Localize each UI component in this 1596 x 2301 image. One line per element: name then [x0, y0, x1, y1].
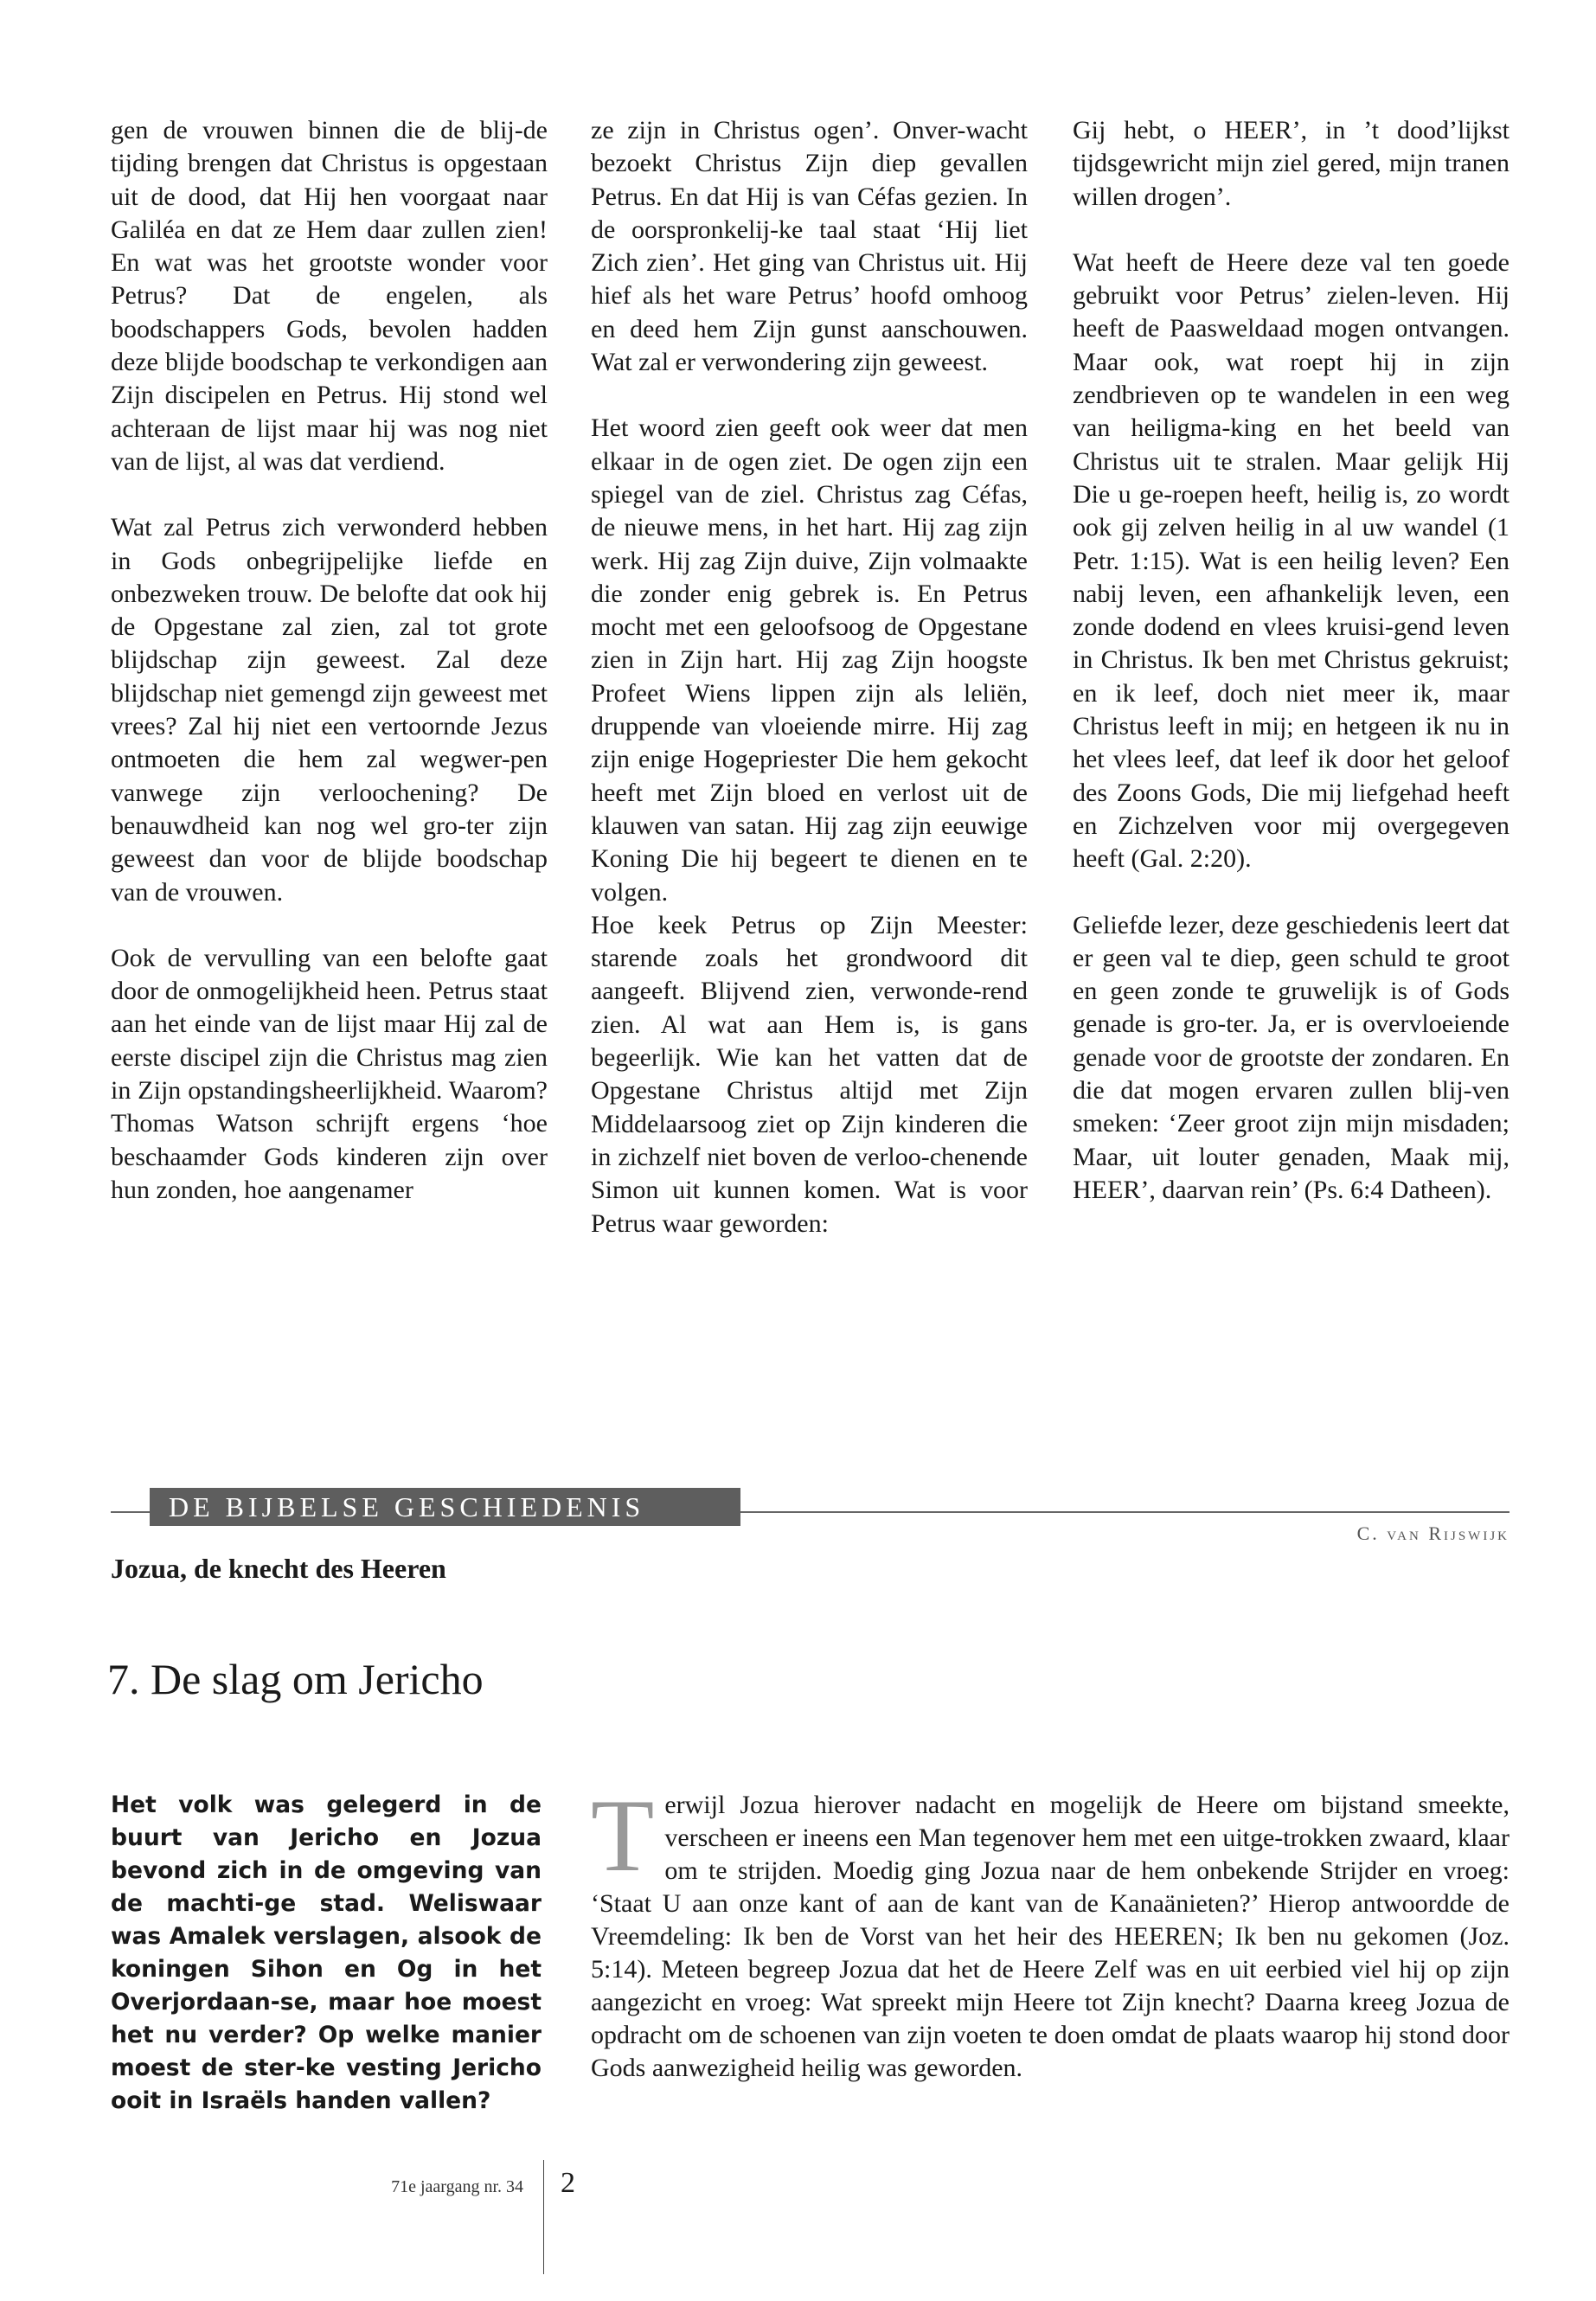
- paragraph: gen de vrouwen binnen die de blij-de tijding brengen dat Christus is opgestaan uit de dood, dat Hij hen voorgaat naar Galiléa en dat ze Hem daar zullen zien! En wat was het grootste wonder voor Petrus? Dat de engelen, als boodschappers Gods, bevolen hadden deze blijde boodschap te verkondigen aan Zijn discipelen en Petrus. Hij stond wel achteraan de lijst maar hij was nog niet van de lijst, al was dat verdiend.: [111, 116, 548, 476]
- article-body: [591, 1778, 1509, 2085]
- paragraph: Het woord zien geeft ook weer dat men elkaar in de ogen ziet. De ogen zijn een spiegel van de ziel. Christus zag Céfas, de nieuwe mens, in het hart. Hij zag zijn werk. Hij zag Zijn duive, Zijn volmaakte die zonder enig gebrek is. En Petrus mocht met een geloofsoog de Opgestane zien in Zijn hart. Hij zag Zijn hoogste Profeet Wiens lippen zijn als leliën, druppende van vloeiende mirre. Hij zag zijn enige Hogepriester Die hem gekocht heeft met Zijn bloed en verlost uit de klauwen van satan. Hij zag zijn eeuwige Koning Die hij begeert te dienen en te volgen.: [591, 413, 1028, 907]
- section-rule-left: [111, 1511, 150, 1513]
- paragraph: Wat heeft de Heere deze val ten goede gebruikt voor Petrus’ zielen-leven. Hij heeft de Paasweldaad mogen ontvangen. Maar ook, wat roept hij in zijn zendbrieven op te wandelen in een weg van heiligma-king en het beeld van Christus uit te stralen. Maar gelijk Hij Die u ge-roepen heeft, heilig is, zo wordt ook gij zelven heilig in al uw wandel (1 Petr. 1:15). Wat is een heilig leven? Een nabij leven, een afhankelijk leven, een zonde dodend en vlees kruisi-gend leven in Christus. Ik ben met Christus gekruist; en ik leef, doch niet meer ik, maar Christus leeft in mij; en hetgeen ik nu in het vlees leef, dat leef ik door het geloof des Zoons Gods, Die mij liefgehad heeft en Zichzelven voor mij overgegeven heeft (Gal. 2:20).: [1073, 247, 1509, 874]
- text-column-middle: [591, 114, 1028, 1240]
- section-rule-right: [740, 1511, 1509, 1513]
- paragraph: Gij hebt, o HEER’, in ’t dood’lijkst tijdsgewricht mijn ziel gered, mijn tranen willen drogen’.: [1073, 116, 1509, 211]
- page-number: 2: [561, 2167, 575, 2199]
- series-title: Jozua, de knecht des Heeren: [111, 1553, 446, 1584]
- paragraph: Ook de vervulling van een belofte gaat door de onmogelijkheid heen. Petrus staat aan het einde van de lijst maar Hij zal de eerste discipel zijn die Christus mag zien in Zijn opstandingsheerlijkheid. Waarom? Thomas Watson schrijft ergens ‘hoe beschaamder Gods kinderen zijn over hun zonden, hoe aangenamer: [111, 943, 548, 1204]
- author-name: C. van Rijswijk: [1356, 1522, 1509, 1544]
- paragraph: Wat zal Petrus zich verwonderd hebben in Gods onbegrijpelijke liefde en onbezweken trouw. De belofte dat ook hij de Opgestane zal zien, zal tot grote blijdschap zijn geweest. Zal deze blijdschap niet gemengd zijn geweest met vrees? Zal hij niet een vertoornde Jezus ontmoeten die hem zal wegwer-pen vanwege zijn verloochening? De benauwdheid kan nog wel gro-ter zijn geweest dan voor de blijde boodschap van de vrouwen.: [111, 513, 548, 907]
- footer-divider: [543, 2160, 544, 2274]
- article-body-text: erwijl Jozua hierover nadacht en mogelijk de Heere om bijstand smeekte, verscheen er ineens een Man tegenover hem met een uitge-trokken zwaard, klaar om te strijden. Moedig ging Jozua naar de hem onbekende Strijder en vroeg: ‘Staat U aan onze kant of aan de kant van de Kanaänieten?’ Hierop antwoordde de Vreemdeling: Ik ben de Vorst van het heir des HEEREN; Ik ben nu gekomen (Joz. 5:14). Meteen begreep Jozua dat het de Heere Zelf was en uit eerbied viel hij op zijn aangezicht en vroeg: Wat spreekt mijn Heere tot Zijn knecht? Daarna kreeg Jozua de opdracht om de schoenen van zijn voeten te doen omdat de plaats waarop hij stond door Gods aanwezigheid heilig was geworden.: [591, 1791, 1509, 2082]
- paragraph: Geliefde lezer, deze geschiedenis leert dat er geen val te diep, geen schuld te groot en geen zonde te gruwelijk is of Gods genade is gro-ter. Ja, er is overvloeiende genade voor de grootste der zondaren. En die dat mogen ervaren zullen blij-ven smeken: ‘Zeer groot zijn mijn misdaden; Maar, uit louter genaden, Maak mij, HEER’, daarvan rein’ (Ps. 6:4 Datheen).: [1073, 910, 1509, 1204]
- text-column-right: [1073, 114, 1509, 1207]
- drop-cap: T: [591, 1778, 655, 1893]
- paragraph: ze zijn in Christus ogen’. Onver-wacht bezoekt Christus Zijn diep gevallen Petrus. En dat Hij is van Céfas gezien. In de oorspronkelij-ke taal staat ‘Hij liet Zich zien’. Het ging van Christus uit. Hij hief als het ware Petrus’ hoofd omhoog en deed hem Zijn gunst aanschouwen. Wat zal er verwondering zijn geweest.: [591, 116, 1028, 377]
- paragraph: Hoe keek Petrus op Zijn Meester: starende zoals het grondwoord dit aangeeft. Blijvend zien, verwonde-rend zien. Al wat aan Hem is, is gans begeerlijk. Wie kan het vatten dat de Opgestane Christus altijd met Zijn Middelaarsoog ziet op Zijn kinderen die in zichzelf niet boven de verloo-chenende Simon uit kunnen komen. Wat is voor Petrus waar geworden:: [591, 910, 1028, 1238]
- article-intro: Het volk was gelegerd in de buurt van Jericho en Jozua bevond zich in de omgeving van de machti-ge stad. Weliswaar was Amalek verslagen, alsook de koningen Sihon en Og in het Overjordaan-se, maar hoe moest het nu verder? Op welke manier moest de ster-ke vesting Jericho ooit in Israëls handen vallen?: [111, 1791, 542, 2114]
- section-label: DE BIJBELSE GESCHIEDENIS: [150, 1488, 740, 1526]
- text-column-left: [111, 114, 548, 1207]
- footer-journal-info: 71e jaargang nr. 34: [391, 2177, 523, 2196]
- article-title: 7. De slag om Jericho: [107, 1655, 484, 1703]
